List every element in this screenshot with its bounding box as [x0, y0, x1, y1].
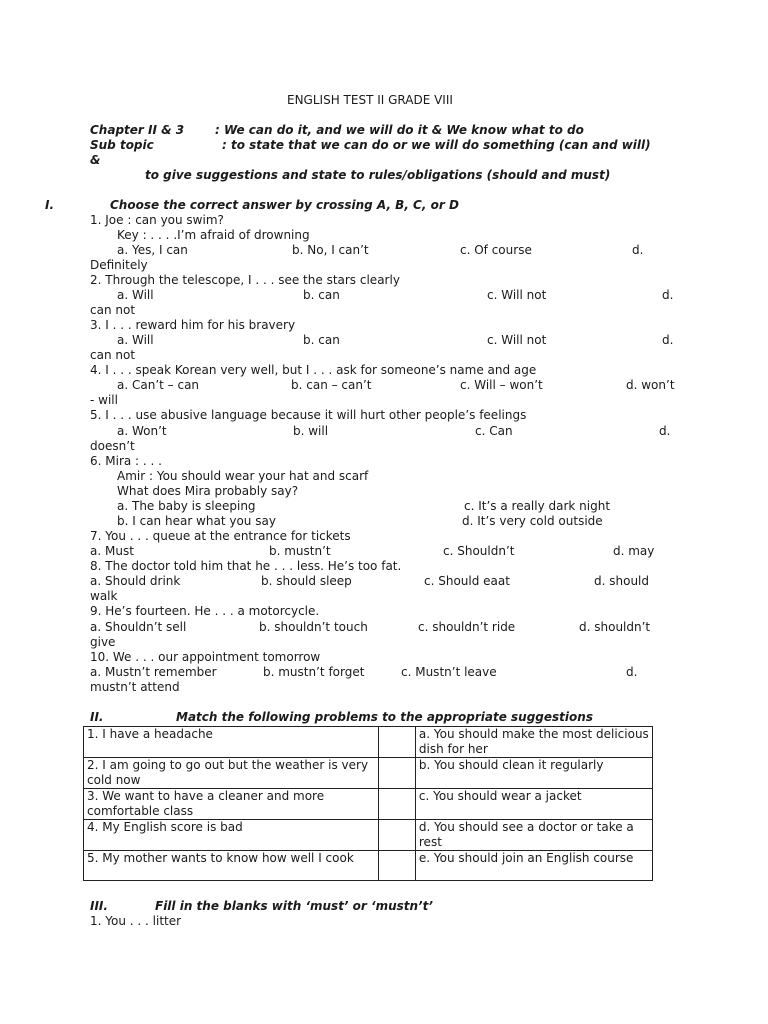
- question-line: 2. Through the telescope, I . . . see the stars clearly: [90, 273, 400, 287]
- table-row: [84, 789, 653, 820]
- answer-cell[interactable]: [378, 727, 415, 758]
- question-line: d.: [659, 424, 671, 438]
- table-row: [84, 851, 653, 881]
- question-line: b. can – can’t: [291, 378, 372, 392]
- suggestion-cell: e. You should join an English course: [415, 851, 652, 881]
- question-line: c. Shouldn’t: [443, 544, 515, 558]
- question-line: c. Can: [475, 424, 513, 438]
- question-line: 10. We . . . our appointment tomorrow: [90, 650, 321, 664]
- question-line: b. will: [293, 424, 329, 438]
- question-line: 5. I . . . use abusive language because it will hurt other people’s feelings: [90, 408, 527, 422]
- question-line: c. Of course: [460, 243, 532, 257]
- subtopic-label: Sub topic: [90, 138, 154, 152]
- matching-table: [83, 726, 653, 881]
- section-3-title: Fill in the blanks with ‘must’ or ‘mustn’t’: [155, 899, 433, 913]
- question-line: b. can: [303, 288, 340, 302]
- question-line: mustn’t attend: [90, 680, 180, 694]
- section-2-number: II.: [90, 710, 104, 724]
- question-line: a. Won’t: [117, 424, 167, 438]
- question-line: Key : . . . .I’m afraid of drowning: [117, 228, 310, 242]
- table-row: [84, 758, 653, 789]
- question-line: 4. I . . . speak Korean very well, but I . . . ask for someone’s name and age: [90, 363, 537, 377]
- question-line: - will: [90, 393, 118, 407]
- subtopic-continuation: to give suggestions and state to rules/obligations (should and must): [145, 168, 611, 182]
- section-1-title: Choose the correct answer by crossing A, B, C, or D: [110, 198, 459, 212]
- table-row: [84, 727, 653, 758]
- question-line: d. It’s very cold outside: [462, 514, 603, 528]
- question-line: c. Will – won’t: [460, 378, 543, 392]
- question-line: walk: [90, 589, 118, 603]
- question-line: 7. You . . . queue at the entrance for tickets: [90, 529, 351, 543]
- suggestion-cell: b. You should clean it regularly: [415, 758, 652, 789]
- question-line: d.: [632, 243, 644, 257]
- problem-cell: 1. I have a headache: [84, 727, 379, 758]
- table-row: [84, 820, 653, 851]
- question-line: What does Mira probably say?: [117, 484, 299, 498]
- question-line: a. Will: [117, 333, 154, 347]
- question-line: can not: [90, 348, 136, 362]
- question-line: doesn’t: [90, 439, 135, 453]
- suggestion-cell: a. You should make the most delicious dish for her: [415, 727, 652, 758]
- answer-cell[interactable]: [378, 758, 415, 789]
- question-line: c. shouldn’t ride: [418, 620, 516, 634]
- question-line: b. I can hear what you say: [117, 514, 276, 528]
- question-line: Definitely: [90, 258, 148, 272]
- section-1-number: I.: [45, 198, 55, 212]
- question-line: b. No, I can’t: [292, 243, 369, 257]
- question-line: d. won’t: [626, 378, 675, 392]
- question-line: b. shouldn’t touch: [259, 620, 368, 634]
- question-line: c. It’s a really dark night: [464, 499, 611, 513]
- question-line: c. Will not: [487, 333, 547, 347]
- question-line: d.: [662, 333, 674, 347]
- question-line: b. should sleep: [261, 574, 352, 588]
- fill-blank-item-1: 1. You . . . litter: [90, 914, 182, 928]
- question-line: c. Mustn’t leave: [401, 665, 497, 679]
- problem-cell: 2. I am going to go out but the weather is very cold now: [84, 758, 379, 789]
- question-line: d. should: [594, 574, 650, 588]
- answer-cell[interactable]: [378, 851, 415, 881]
- question-line: b. mustn’t: [269, 544, 331, 558]
- question-line: a. Shouldn’t sell: [90, 620, 187, 634]
- question-line: 3. I . . . reward him for his bravery: [90, 318, 296, 332]
- question-line: c. Should eaat: [424, 574, 510, 588]
- question-line: a. The baby is sleeping: [117, 499, 256, 513]
- question-line: a. Can’t – can: [117, 378, 200, 392]
- section-2-title: Match the following problems to the appropriate suggestions: [176, 710, 593, 724]
- question-line: d.: [626, 665, 638, 679]
- question-line: give: [90, 635, 116, 649]
- chapter-text: : We can do it, and we will do it & We know what to do: [215, 123, 584, 137]
- problem-cell: 3. We want to have a cleaner and more comfortable class: [84, 789, 379, 820]
- answer-cell[interactable]: [378, 789, 415, 820]
- question-line: can not: [90, 303, 136, 317]
- subtopic-ampersand: &: [90, 153, 101, 167]
- question-line: a. Should drink: [90, 574, 181, 588]
- suggestion-cell: c. You should wear a jacket: [415, 789, 652, 820]
- question-line: d. may: [613, 544, 655, 558]
- problem-cell: 4. My English score is bad: [84, 820, 379, 851]
- question-line: 6. Mira : . . .: [90, 454, 162, 468]
- question-line: c. Will not: [487, 288, 547, 302]
- page-title: ENGLISH TEST II GRADE VIII: [287, 93, 453, 107]
- question-line: a. Yes, I can: [117, 243, 188, 257]
- suggestion-cell: d. You should see a doctor or take a rest: [415, 820, 652, 851]
- question-line: d. shouldn’t: [579, 620, 651, 634]
- subtopic-text: : to state that we can do or we will do something (can and will): [222, 138, 651, 152]
- question-line: 1. Joe : can you swim?: [90, 213, 224, 227]
- chapter-label: Chapter II & 3: [90, 123, 185, 137]
- section-3-number: III.: [90, 899, 108, 913]
- question-line: b. can: [303, 333, 340, 347]
- question-line: d.: [662, 288, 674, 302]
- question-line: a. Must: [90, 544, 134, 558]
- question-line: a. Mustn’t remember: [90, 665, 217, 679]
- answer-cell[interactable]: [378, 820, 415, 851]
- problem-cell: 5. My mother wants to know how well I cook: [84, 851, 379, 881]
- question-line: Amir : You should wear your hat and scarf: [117, 469, 369, 483]
- question-line: 9. He’s fourteen. He . . . a motorcycle.: [90, 604, 320, 618]
- question-line: b. mustn’t forget: [263, 665, 365, 679]
- question-line: a. Will: [117, 288, 154, 302]
- question-line: 8. The doctor told him that he . . . less. He’s too fat.: [90, 559, 402, 573]
